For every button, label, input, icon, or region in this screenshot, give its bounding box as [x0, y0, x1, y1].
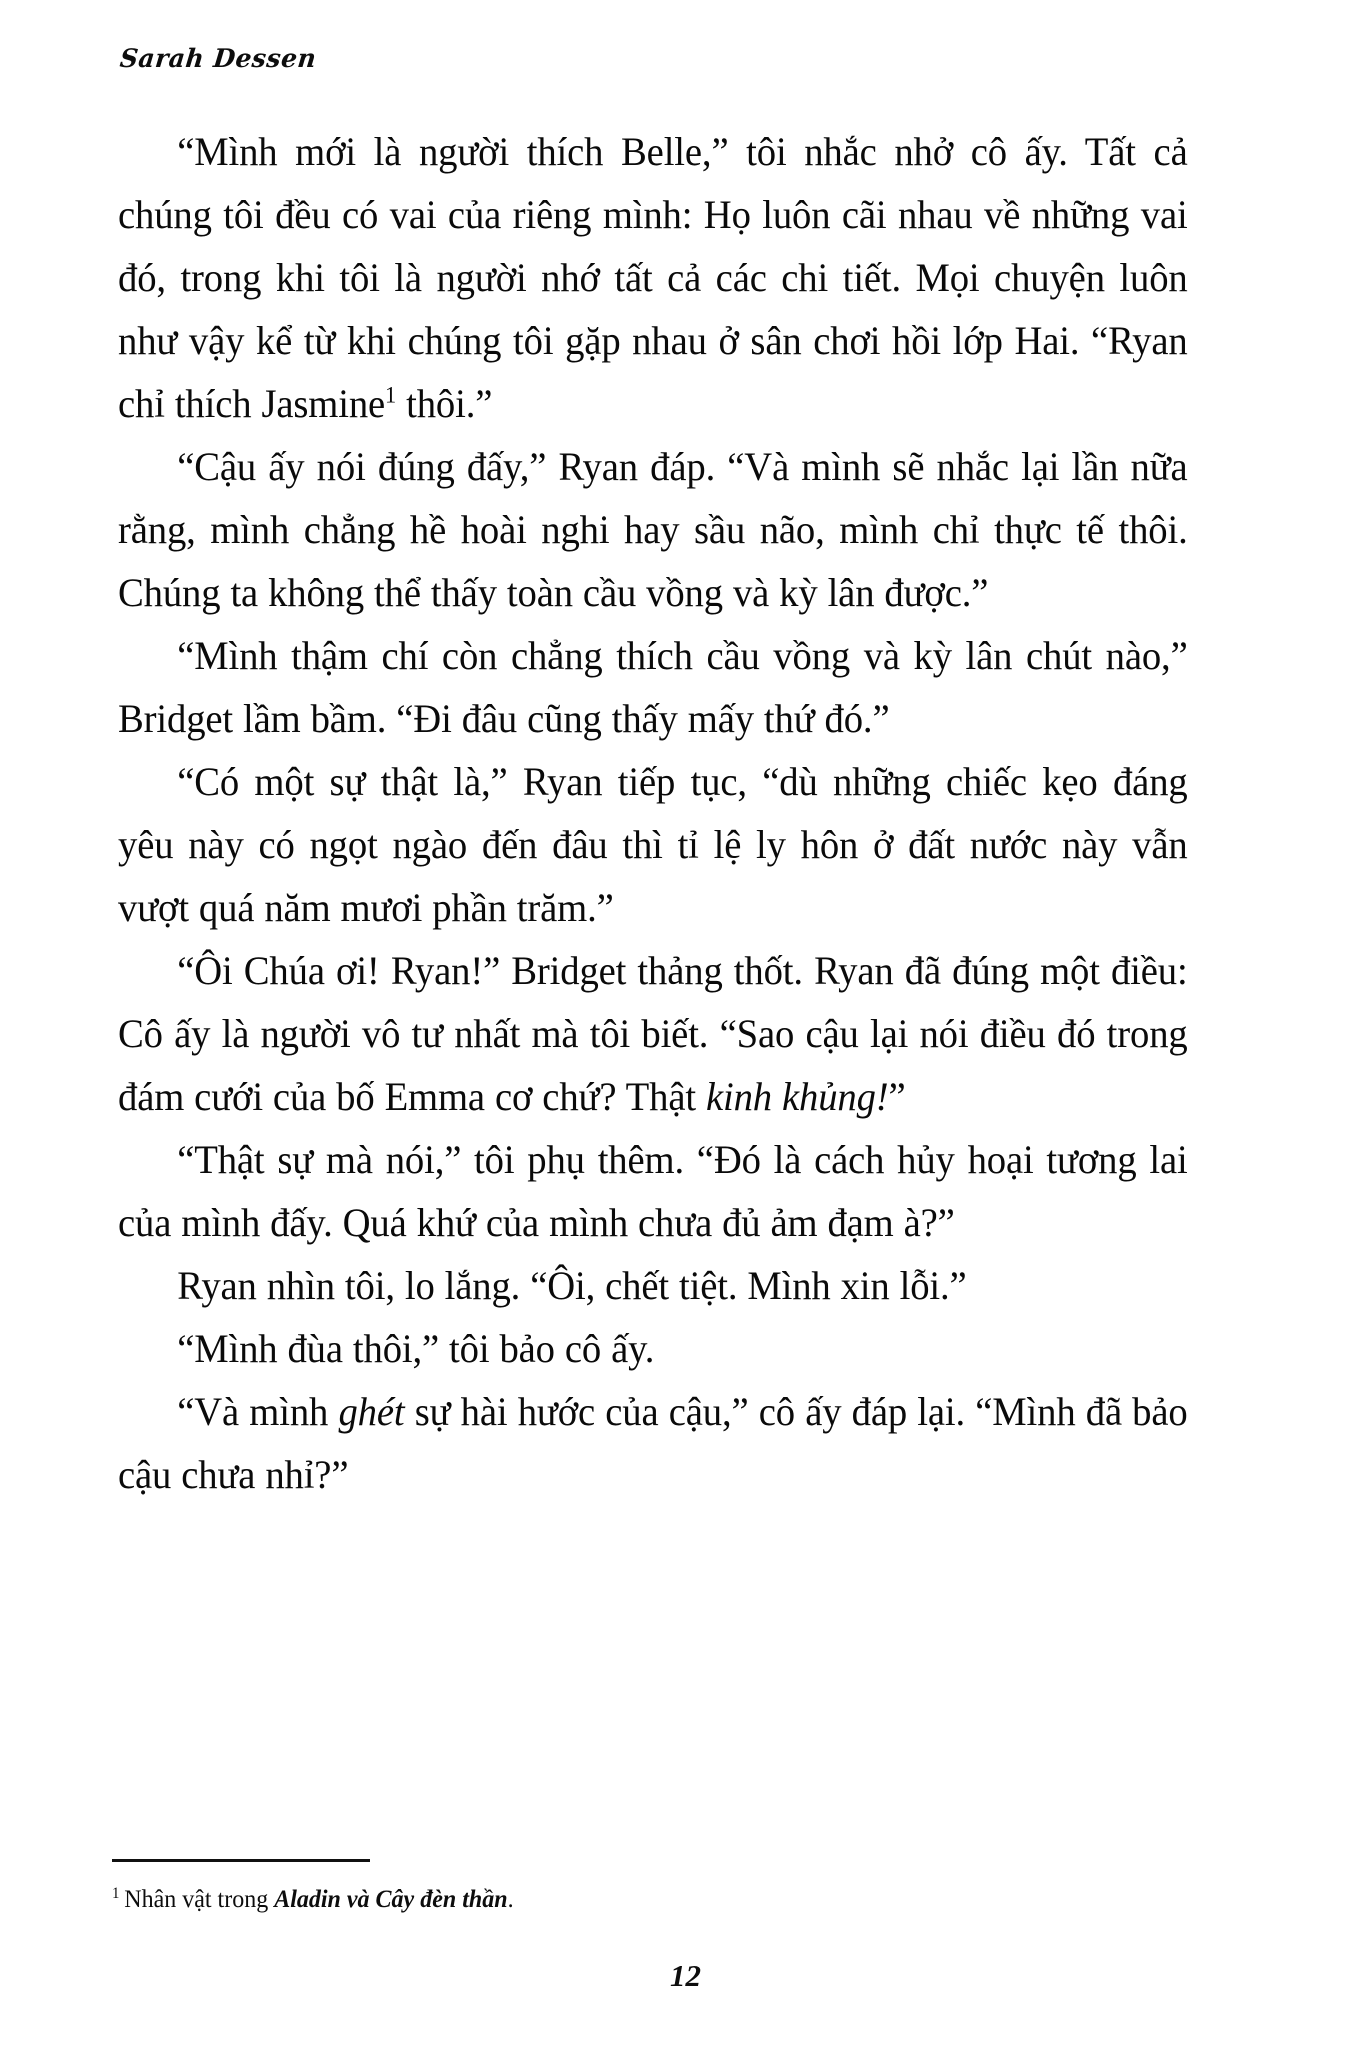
paragraph	[118, 624, 1188, 750]
text-run: “Và mình	[177, 1389, 339, 1434]
text-run: “Ôi Chúa ơi! Ryan!” Bridget thảng thốt. Ryan đã đúng một điều: Cô ấy là người vô tư nhất mà tôi biết. “Sao cậu lại nói điều đó trong đám cưới của bố Emma cơ chứ? Thật	[118, 948, 1188, 1119]
text-run: “Mình mới là người thích Belle,” tôi nhắc nhở cô ấy. Tất cả chúng tôi đều có vai của riêng mình: Họ luôn cãi nhau về những vai đó, trong khi tôi là người nhớ tất cả các chi tiết. Mọi chuyện luôn như vậy kể từ khi chúng tôi gặp nhau ở sân chơi hồi lớp Hai. “Ryan chỉ thích Jasmine	[118, 129, 1188, 426]
paragraph	[118, 1254, 1188, 1317]
text-run: Ryan nhìn tôi, lo lắng. “Ôi, chết tiệt. Mình xin lỗi.”	[177, 1263, 967, 1308]
footnote-reference: 1	[385, 382, 397, 409]
paragraph	[118, 435, 1188, 624]
running-head: Sarah Dessen	[118, 43, 318, 74]
text-run: ”	[888, 1074, 906, 1119]
footnote	[112, 1883, 976, 1917]
paragraph	[118, 120, 1188, 435]
footnote-separator-rule	[112, 1859, 370, 1862]
text-run: thôi.”	[396, 381, 493, 426]
footnote-title: Aladin và Cây đèn thần	[274, 1886, 508, 1913]
emphasis-text: kinh khủng!	[705, 1074, 889, 1119]
paragraph	[118, 1380, 1188, 1506]
text-run: “Cậu ấy nói đúng đấy,” Ryan đáp. “Và mình sẽ nhắc lại lần nữa rằng, mình chẳng hề hoài nghi hay sầu não, mình chỉ thực tế thôi. Chúng ta không thể thấy toàn cầu vồng và kỳ lân được.”	[118, 444, 1188, 615]
paragraph	[118, 1317, 1188, 1380]
footnote-text-before: Nhân vật trong	[124, 1886, 275, 1913]
footnote-marker: 1	[112, 1884, 120, 1902]
text-run: “Thật sự mà nói,” tôi phụ thêm. “Đó là cách hủy hoại tương lai của mình đấy. Quá khứ của mình chưa đủ ảm đạm à?”	[118, 1137, 1188, 1245]
paragraph	[118, 750, 1188, 939]
text-run: “Mình thậm chí còn chẳng thích cầu vồng và kỳ lân chút nào,” Bridget lầm bầm. “Đi đâu cũng thấy mấy thứ đó.”	[118, 633, 1188, 741]
emphasis-text: ghét	[338, 1389, 405, 1434]
paragraph	[118, 1128, 1188, 1254]
body-text-block	[118, 120, 1238, 1506]
text-run: “Có một sự thật là,” Ryan tiếp tục, “dù những chiếc kẹo đáng yêu này có ngọt ngào đến đâu thì tỉ lệ ly hôn ở đất nước này vẫn vượt quá năm mươi phần trăm.”	[118, 759, 1188, 930]
paragraph	[118, 939, 1188, 1128]
page-number: 12	[670, 1958, 701, 1993]
footnote-text-after: .	[507, 1886, 514, 1913]
text-run: sự hài hước của cậu,” cô ấy đáp lại. “Mình đã bảo cậu chưa nhỉ?”	[118, 1389, 1188, 1497]
text-run: “Mình đùa thôi,” tôi bảo cô ấy.	[177, 1326, 655, 1371]
